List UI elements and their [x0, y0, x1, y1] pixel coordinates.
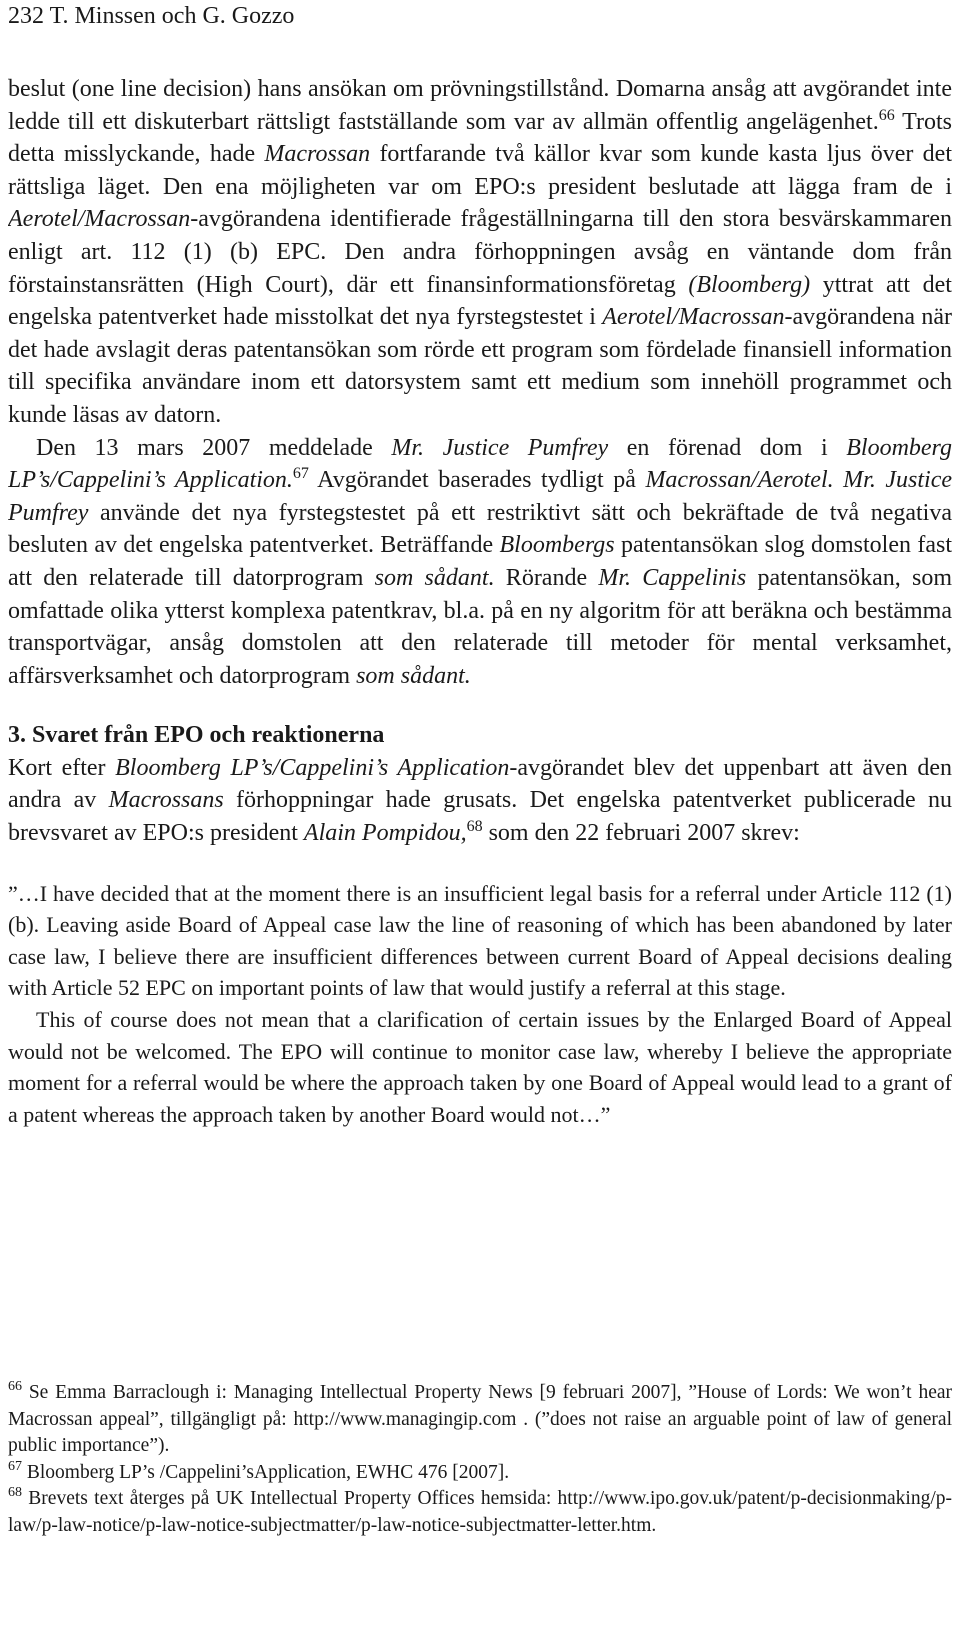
italic-name: Mr. Cappelinis	[598, 564, 747, 591]
paragraph-pumfrey	[8, 432, 952, 693]
text-run: patentansökan slog domstolen fast att den relaterade till datorprogram	[8, 532, 952, 591]
main-text	[8, 73, 952, 1130]
text-run: förhoppningar hade grusats. Det engelska patentverket publicerade nu brevsvaret av EPO:s president	[8, 787, 952, 847]
footnote-ref-67[interactable]: 67	[292, 465, 309, 483]
text-run: Kort efter	[8, 754, 116, 781]
text-run: Trots detta misslyckande, hade	[8, 108, 952, 168]
italic-case-name: Bloomberg LP’s/Cappelini’s Application	[115, 754, 510, 781]
italic-case-name: Bloomberg LP’s/Cappelini’s Application.	[8, 434, 952, 494]
running-head: 232 T. Minssen och G. Gozzo	[8, 3, 295, 29]
quote-paragraph: This of course does not mean that a clarification of certain issues by the Enlarged Board of Appeal would not be welcomed. The EPO will continue to monitor case law, whereby I believe the appropriate moment for a referral would be where the approach taken by one Board of Appeal would lead to a grant of a patent whereas the approach taken by another Board would not…”	[8, 1007, 952, 1127]
paragraph-continuation	[8, 73, 952, 432]
footnote-ref-68[interactable]: 68	[466, 818, 483, 836]
footnote-number: 68	[8, 1485, 22, 1501]
text-run: som den 22 februari 2007 skrev:	[482, 820, 800, 847]
text-run: Den 13 mars 2007 meddelade	[36, 434, 392, 461]
italic-judge-name: Mr. Justice Pumfrey	[391, 434, 609, 461]
footnote-text: Brevets text återges på UK Intellectual Property Offices hemsida: http://www.ipo.gov.uk/patent/p-decisionmaking/p-law/p-law-notice/p-law-notice-subjectmatter/p-law-notice-subjectmatter-letter.htm.	[8, 1488, 952, 1536]
italic-case-name: (Bloomberg)	[688, 271, 811, 298]
text-run: Avgörandet baserades tydligt på	[308, 467, 646, 494]
italic-case-name: Aerotel/Macrossan	[8, 206, 191, 233]
footnote-number: 67	[8, 1458, 22, 1474]
text-run: fortfarande två källor kvar som kunde kasta ljus över det rättsliga läget. Den ena möjligheten var om EPO:s president beslutade att lägga fram de i	[8, 141, 952, 200]
text-run: yttrat att det engelska patentverket hade misstolkat det nya fyrstegstestet i	[8, 271, 952, 331]
footnote-text: Se Emma Barraclough i: Managing Intellectual Property News [9 februari 2007], ”House of Lords: We won’t hear Macrossan appeal”, tillgängligt på: http://www.managingip.com . (”does not raise an arguable point of law of general public importance”).	[8, 1382, 952, 1457]
italic-case-name: Macrossans	[108, 787, 224, 814]
text-run: patentansökan, som omfattade olika ytterst komplexa patentkrav, bl.a. på en ny algoritm för att beräkna och bestämma transportvägar, ansåg domstolen att den relaterade till metoder för mental verksamhet, affärsverksamhet och datorprogram	[8, 564, 952, 689]
block-quote	[8, 878, 952, 1131]
italic-case-name: Macrossan	[264, 141, 371, 168]
document-page	[8, 0, 952, 1626]
text-run: beslut (one line decision) hans ansökan om prövningstillstånd. Domarna ansåg att avgörandet inte ledde till ett diskuterbart rättsligt fastställande som var av allmän offentlig angelägenhet.	[8, 76, 952, 135]
section-heading: 3. Svaret från EPO och reaktionerna	[8, 722, 385, 749]
footnote-67	[8, 1460, 952, 1487]
text-run: -avgörandet blev det uppenbart att även den andra av	[8, 754, 952, 814]
footnote-text: Bloomberg LP’s /Cappelini’sApplication, EWHC 476 [2007].	[22, 1461, 510, 1483]
text-run: en förenad dom i	[608, 434, 847, 461]
italic-phrase: som sådant.	[374, 564, 495, 591]
text-run: Rörande	[494, 564, 599, 591]
quote-paragraph: ”…I have decided that at the moment there is an insufficient legal basis for a referral under Article 112 (1) (b). Leaving aside Board of Appeal case law the line of reasoning of which has been abandoned by later case law, I believe there are insufficient differences between current Board of Appeal decisions dealing with Article 52 EPC on important points of law that would justify a referral at this stage.	[8, 880, 952, 1001]
paragraph-epo-response	[8, 752, 952, 850]
footnote-66	[8, 1380, 952, 1460]
text-run: -avgörandena identifierade frågeställningarna till den stora besvärskammaren enligt art. 112 (1) (b) EPC. Den andra förhoppningen avsåg en väntande dom från förstainstansrätten (High Court), där ett finansinformationsföretag	[8, 206, 952, 298]
text-run: -avgörandena när det hade avslagit deras patentansökan som rörde ett program som fördelade finansiell information till specifika användare inom ett datorsystem samt ett medium som innehöll programmet och kunde läsas av datorn.	[8, 304, 952, 428]
footnote-ref-66[interactable]: 66	[878, 106, 895, 124]
italic-case-name: Macrossan/Aerotel. Mr. Justice Pumfrey	[8, 467, 952, 526]
italic-phrase: som sådant.	[356, 662, 471, 689]
italic-case-name: Aerotel/Macrossan	[602, 304, 785, 331]
footnote-68	[8, 1486, 952, 1539]
text-run: använde det nya fyrstegstestet på ett restriktivt sätt och bekräftade de två negativa besluten av det engelska patentverket. Beträffande	[8, 499, 952, 559]
footnotes	[8, 1380, 952, 1540]
footnote-number: 66	[8, 1379, 22, 1394]
italic-case-name: Bloombergs	[499, 532, 615, 559]
italic-person-name: Alain Pompidou,	[303, 820, 467, 847]
